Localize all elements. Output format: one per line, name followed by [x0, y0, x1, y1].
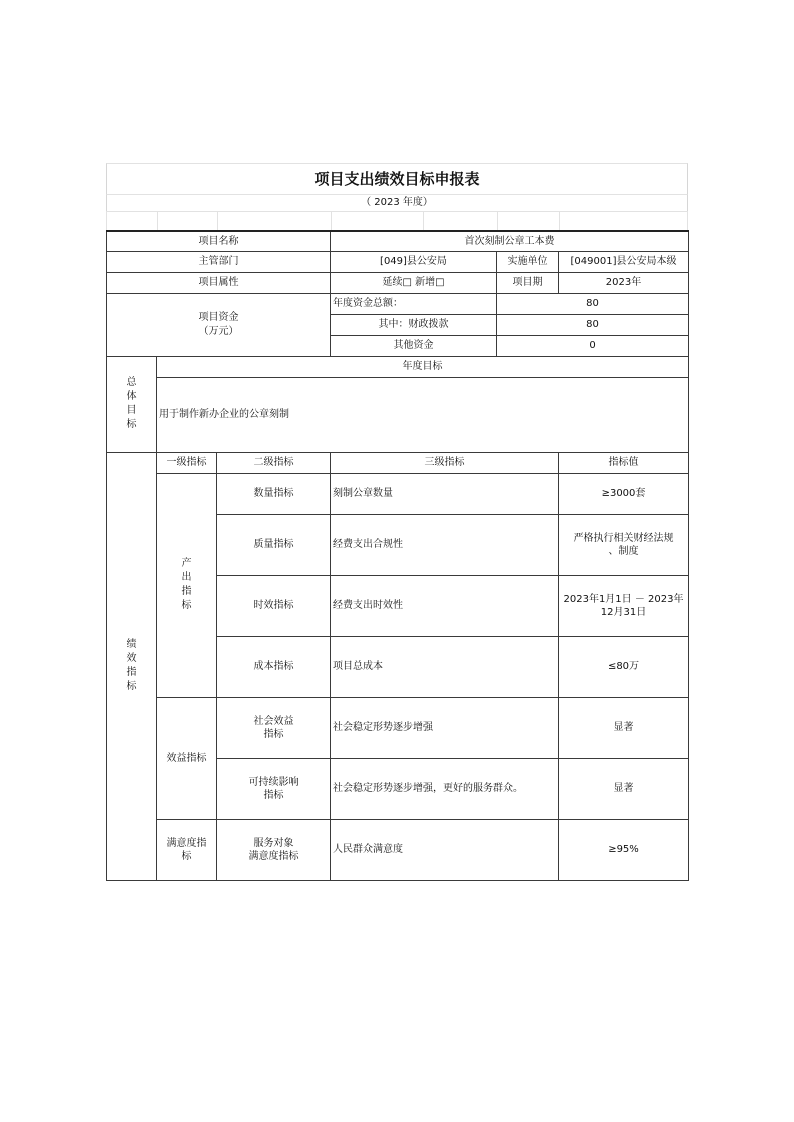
- fund-fiscal-value: 80: [497, 314, 689, 335]
- blank-row: [106, 211, 688, 230]
- header-value: 指标值: [559, 452, 689, 473]
- row-value: ≥3000套: [559, 473, 689, 514]
- row-level3: 人民群众满意度: [331, 819, 559, 880]
- goal-header: 年度目标: [157, 356, 689, 377]
- header-level2: 二级指标: [217, 452, 331, 473]
- unit-label: 实施单位: [497, 251, 559, 272]
- fund-total-label: 年度资金总额：: [331, 293, 497, 314]
- goal-text: 用于制作新办企业的公章刻制: [157, 377, 689, 452]
- performance-table: [106, 230, 689, 881]
- row-level2: 成本指标: [217, 636, 331, 697]
- row-level3: 项目总成本: [331, 636, 559, 697]
- fund-fiscal-label: 其中：财政拨款: [331, 314, 497, 335]
- row-value: ≤80万: [559, 636, 689, 697]
- output-indicator-label: 产 出 指 标: [157, 473, 217, 697]
- row-level3: 社会稳定形势逐步增强: [331, 697, 559, 758]
- row-value: 2023年1月1日 － 2023年 12月31日: [559, 575, 689, 636]
- form-year: （ 2023 年度）: [106, 194, 688, 211]
- row-level2: 质量指标: [217, 514, 331, 575]
- row-level2: 社会效益 指标: [217, 697, 331, 758]
- row-value: 显著: [559, 758, 689, 819]
- form-sheet: [106, 163, 688, 881]
- row-level3: 社会稳定形势逐步增强，更好的服务群众。: [331, 758, 559, 819]
- satisfaction-indicator-label: 满意度指 标: [157, 819, 217, 880]
- fund-label: 项目资金 （万元）: [107, 293, 331, 356]
- row-level2: 服务对象 满意度指标: [217, 819, 331, 880]
- row-level2: 时效指标: [217, 575, 331, 636]
- form-title: 项目支出绩效目标申报表: [106, 163, 688, 194]
- fund-other-label: 其他资金: [331, 335, 497, 356]
- row-level2: 可持续影响 指标: [217, 758, 331, 819]
- attr-label: 项目属性: [107, 272, 331, 293]
- row-level3: 刻制公章数量: [331, 473, 559, 514]
- project-name-label: 项目名称: [107, 231, 331, 251]
- unit-value: [049001]县公安局本级: [559, 251, 689, 272]
- benefit-indicator-label: 效益指标: [157, 697, 217, 819]
- row-level3: 经费支出合规性: [331, 514, 559, 575]
- fund-other-value: 0: [497, 335, 689, 356]
- row-value: 显著: [559, 697, 689, 758]
- dept-label: 主管部门: [107, 251, 331, 272]
- perf-side-label: 绩 效 指 标: [107, 452, 157, 880]
- period-value: 2023年: [559, 272, 689, 293]
- header-level3: 三级指标: [331, 452, 559, 473]
- goal-side-label: 总 体 目 标: [107, 356, 157, 452]
- attr-value: 延续□ 新增□: [331, 272, 497, 293]
- fund-total-value: 80: [497, 293, 689, 314]
- period-label: 项目期: [497, 272, 559, 293]
- project-name-value: 首次刻制公章工本费: [331, 231, 689, 251]
- row-level2: 数量指标: [217, 473, 331, 514]
- dept-value: [049]县公安局: [331, 251, 497, 272]
- row-value: 严格执行相关财经法规 、制度: [559, 514, 689, 575]
- row-value: ≥95%: [559, 819, 689, 880]
- row-level3: 经费支出时效性: [331, 575, 559, 636]
- header-level1: 一级指标: [157, 452, 217, 473]
